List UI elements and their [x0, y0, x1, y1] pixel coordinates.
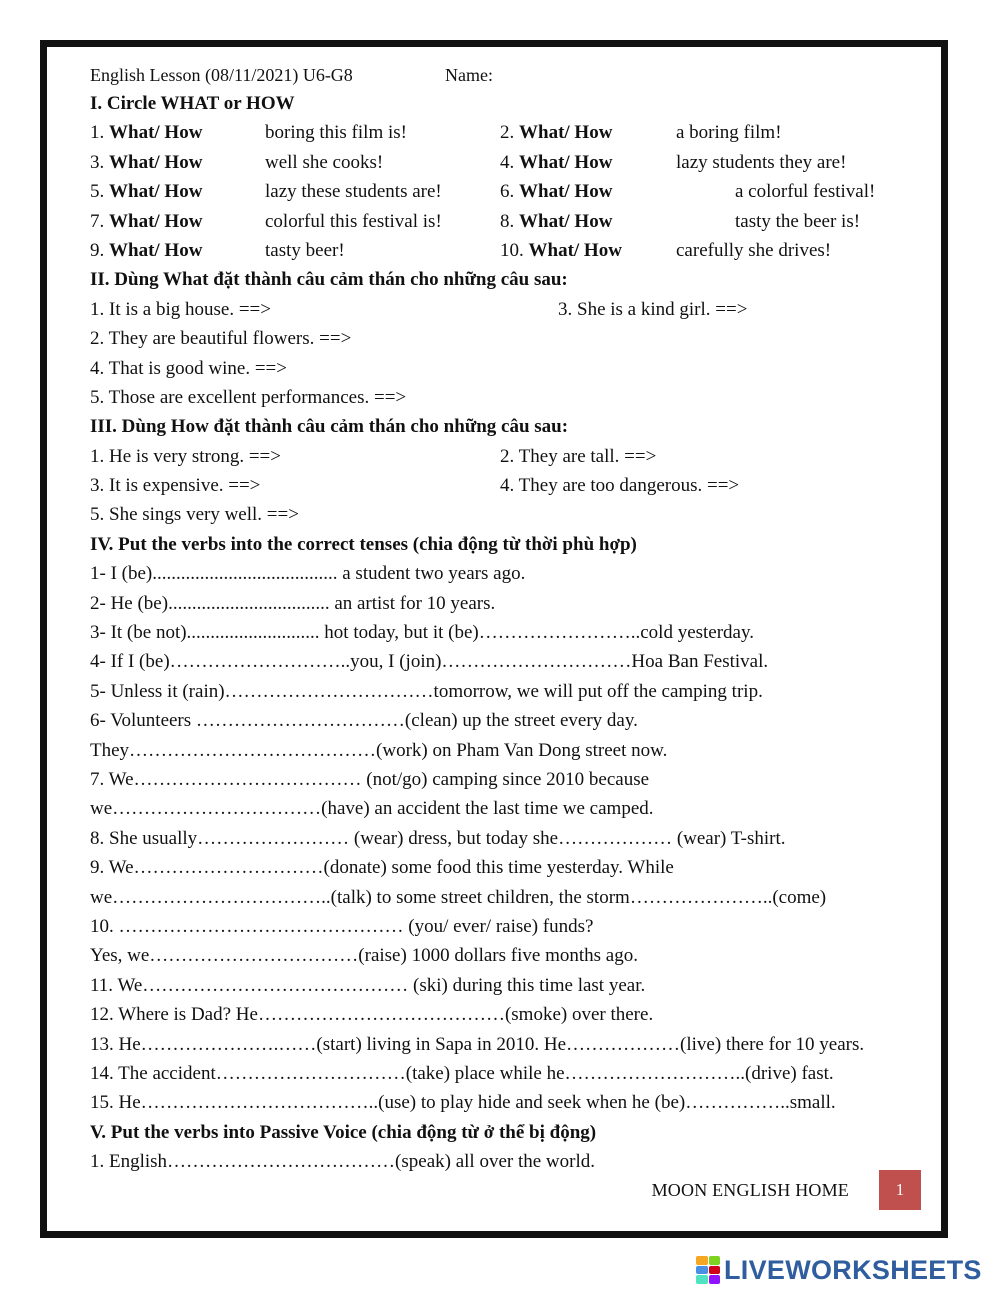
exercise-line: 1- I (be)....................................... a student two years ago.	[90, 563, 526, 585]
choice-what-how[interactable]: What/ How	[519, 151, 613, 173]
page-number: 1	[879, 1170, 921, 1210]
liveworksheets-text: LIVEWORKSHEETS	[724, 1254, 982, 1285]
exercise-item: 3. It is expensive. ==>	[90, 475, 261, 497]
exercise-line: 2- He (be).................................. an artist for 10 years.	[90, 592, 496, 614]
exercise-line: we……………………………(have) an accident the last time we camped.	[90, 798, 654, 820]
section1-row: 5. What/ How lazy these students are! 6. What/ How a colorful festival!	[90, 181, 876, 203]
section1-title: I. Circle WHAT or HOW	[90, 93, 295, 114]
section3-row	[90, 442, 930, 471]
section3-title: III. Dùng How đặt thành câu cảm thán cho những câu sau:	[90, 416, 569, 438]
exercise-line: 12. Where is Dad? He…………………………………(smoke) over there.	[90, 1004, 654, 1026]
exercise-line: 9. We…………………………(donate) some food this time yesterday. While	[90, 857, 674, 879]
liveworksheets-logo-icon	[696, 1256, 720, 1284]
section2-row	[90, 295, 930, 324]
exercise-line: we……………………………..(talk) to some street children, the storm…………………..(come)	[90, 886, 827, 908]
name-label: Name:	[445, 65, 493, 85]
worksheet-content	[90, 61, 930, 1176]
exercise-line: 15. He………………………………..(use) to play hide and seek when he (be)……………..small.	[90, 1092, 836, 1114]
exercise-line: 6- Volunteers ……………………………(clean) up the street every day.	[90, 710, 638, 732]
exercise-line: 7. We……………………………… (not/go) camping since 2010 because	[90, 768, 650, 790]
footer-brand: MOON ENGLISH HOME	[651, 1180, 849, 1200]
section5-title: V. Put the verbs into Passive Voice (chia động từ ở thể bị động)	[90, 1121, 597, 1143]
exercise-item: 2. They are tall. ==>	[500, 445, 657, 467]
section1-row: 1. What/ How boring this film is! 2. What/ How a boring film!	[90, 122, 782, 144]
choice-what-how[interactable]: What/ How	[109, 122, 203, 144]
exercise-item: 3. She is a kind girl. ==>	[558, 298, 748, 320]
exercise-item: 5. She sings very well. ==>	[90, 504, 299, 526]
exercise-item: 5. Those are excellent performances. ==>	[90, 386, 407, 408]
choice-what-how[interactable]: What/ How	[109, 181, 203, 203]
exercise-item: 1. It is a big house. ==>	[90, 298, 271, 320]
exercise-item: 4. That is good wine. ==>	[90, 357, 287, 379]
choice-what-how[interactable]: What/ How	[109, 151, 203, 173]
exercise-line: 10. ……………………………………… (you/ ever/ raise) funds?	[90, 915, 594, 937]
exercise-item: 2. They are beautiful flowers. ==>	[90, 328, 352, 350]
choice-what-how[interactable]: What/ How	[519, 181, 613, 203]
exercise-line: 1. English………………………………(speak) all over the world.	[90, 1151, 596, 1173]
choice-what-how[interactable]: What/ How	[109, 210, 203, 232]
exercise-line: 13. He………………….……(start) living in Sapa in 2010. He………………(live) there for 10 years.	[90, 1033, 865, 1055]
header-line	[90, 61, 930, 89]
section1-row: 7. What/ How colorful this festival is! 8. What/ How tasty the beer is!	[90, 210, 861, 232]
exercise-line: 3- It (be not)............................ hot today, but it (be)……………………..cold yesterday.	[90, 622, 755, 644]
section4-title: IV. Put the verbs into the correct tenses (chia động từ thời phù hợp)	[90, 533, 637, 555]
section1-row: 3. What/ How well she cooks! 4. What/ How lazy students they are!	[90, 151, 847, 173]
exercise-line: 5- Unless it (rain)……………………………tomorrow, we will put off the camping trip.	[90, 680, 763, 702]
choice-what-how[interactable]: What/ How	[519, 210, 613, 232]
exercise-line: 8. She usually…………………… (wear) dress, but today she……………… (wear) T-shirt.	[90, 827, 786, 849]
choice-what-how[interactable]: What/ How	[519, 122, 613, 144]
worksheet-page	[40, 40, 948, 1238]
liveworksheets-logo[interactable]	[696, 1255, 982, 1285]
exercise-line: They…………………………………(work) on Pham Van Dong street now.	[90, 739, 668, 761]
exercise-line: Yes, we……………………………(raise) 1000 dollars five months ago.	[90, 945, 638, 967]
exercise-item: 4. They are too dangerous. ==>	[500, 475, 740, 497]
section3-row	[90, 471, 930, 500]
exercise-line: 14. The accident…………………………(take) place while he………………………..(drive) fast.	[90, 1062, 834, 1084]
section2-title: II. Dùng What đặt thành câu cảm thán cho những câu sau:	[90, 269, 568, 291]
exercise-line: 11. We…………………………………… (ski) during this time last year.	[90, 974, 646, 996]
lesson-title: English Lesson (08/11/2021) U6-G8	[90, 65, 353, 85]
exercise-line: 4- If I (be)………………………..you, I (join)…………………………Hoa Ban Festival.	[90, 651, 769, 673]
exercise-item: 1. He is very strong. ==>	[90, 445, 281, 467]
section1-row: 9. What/ How tasty beer! 10. What/ How carefully she drives!	[90, 239, 832, 261]
choice-what-how[interactable]: What/ How	[109, 239, 203, 261]
choice-what-how[interactable]: What/ How	[528, 239, 622, 261]
